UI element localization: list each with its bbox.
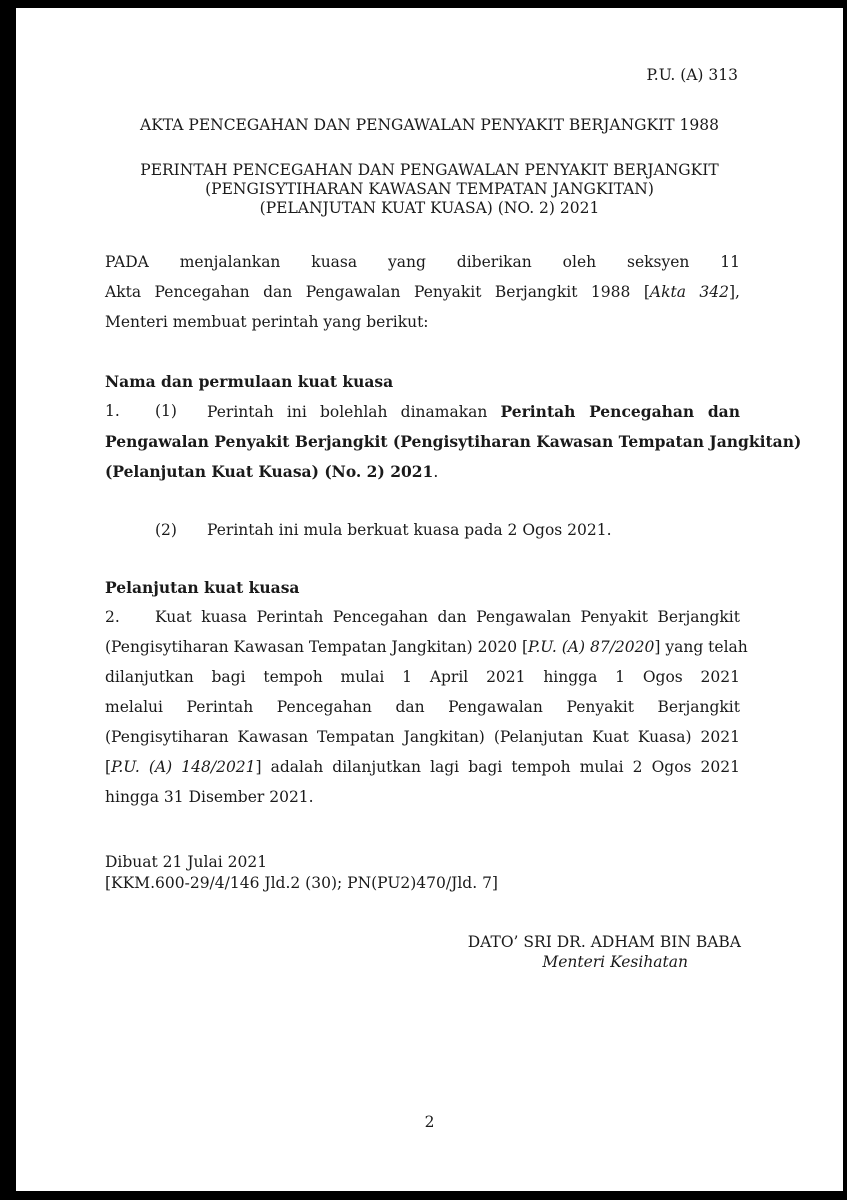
act-citation: Akta 342 xyxy=(649,283,729,301)
signatory-title: Menteri Kesihatan xyxy=(542,953,688,971)
section-2-line-2: (Pengisytiharan Kawasan Tempatan Jangkitan) 2020 [P.U. (A) 87/2020] yang telah xyxy=(105,638,748,656)
act-title: AKTA PENCEGAHAN DAN PENGAWALAN PENYAKIT BERJANGKIT 1988 xyxy=(140,116,719,134)
made-date: Dibuat 21 Julai 2021 xyxy=(105,853,268,871)
section-2-line-1: 2. Kuat kuasa Perintah Pencegahan dan Pengawalan Penyakit Berjangkit xyxy=(105,608,740,626)
gazette-citation: P.U. (A) 87/2020 xyxy=(528,638,655,656)
section-1-line-2: Pengawalan Penyakit Berjangkit (Pengisytiharan Kawasan Tempatan Jangkitan) xyxy=(105,432,802,451)
order-title-line: (PENGISYTIHARAN KAWASAN TEMPATAN JANGKITAN) xyxy=(205,180,654,198)
section-1-line-3: (Pelanjutan Kuat Kuasa) (No. 2) 2021. xyxy=(105,462,439,481)
document-page xyxy=(16,8,843,1191)
preamble-line: PADA menjalankan kuasa yang diberikan oleh seksyen 11 xyxy=(105,253,740,271)
section-heading: Nama dan permulaan kuat kuasa xyxy=(105,372,394,391)
paragraph-number: 1. xyxy=(105,402,120,420)
file-reference: [KKM.600-29/4/146 Jld.2 (30); PN(PU2)470/Jld. 7] xyxy=(105,874,498,892)
order-title-line: PERINTAH PENCEGAHAN DAN PENGAWALAN PENYAKIT BERJANGKIT xyxy=(140,161,719,179)
gazette-citation: P.U. (A) 148/2021 xyxy=(111,758,256,776)
section-2-line-6: [P.U. (A) 148/2021] adalah dilanjutkan lagi bagi tempoh mulai 2 Ogos 2021 xyxy=(105,758,740,776)
section-2-line-7: hingga 31 Disember 2021. xyxy=(105,788,314,806)
section-1-sub-2: (2) Perintah ini mula berkuat kuasa pada 2 Ogos 2021. xyxy=(155,521,612,539)
preamble-line: Akta Pencegahan dan Pengawalan Penyakit Berjangkit 1988 [Akta 342], xyxy=(105,283,740,301)
section-2-line-5: (Pengisytiharan Kawasan Tempatan Jangkitan) (Pelanjutan Kuat Kuasa) 2021 xyxy=(105,728,740,746)
section-2-line-3: dilanjutkan bagi tempoh mulai 1 April 2021 hingga 1 Ogos 2021 xyxy=(105,668,740,686)
section-2-line-4: melalui Perintah Pencegahan dan Pengawalan Penyakit Berjangkit xyxy=(105,698,740,716)
subparagraph-number: (2) xyxy=(155,521,177,539)
section-1-line-1: 1. (1) Perintah ini bolehlah dinamakan Perintah Pencegahan dan xyxy=(105,402,740,421)
signatory-name: DATO’ SRI DR. ADHAM BIN BABA xyxy=(467,933,741,951)
subparagraph-number: (1) xyxy=(155,402,177,420)
order-title-line: (PELANJUTAN KUAT KUASA) (NO. 2) 2021 xyxy=(259,199,600,217)
page-number: 2 xyxy=(424,1113,435,1131)
gazette-reference: P.U. (A) 313 xyxy=(646,66,738,84)
paragraph-number: 2. xyxy=(105,608,120,626)
order-title xyxy=(16,161,843,218)
preamble-line: Menteri membuat perintah yang berikut: xyxy=(105,313,429,331)
section-heading: Pelanjutan kuat kuasa xyxy=(105,578,300,597)
